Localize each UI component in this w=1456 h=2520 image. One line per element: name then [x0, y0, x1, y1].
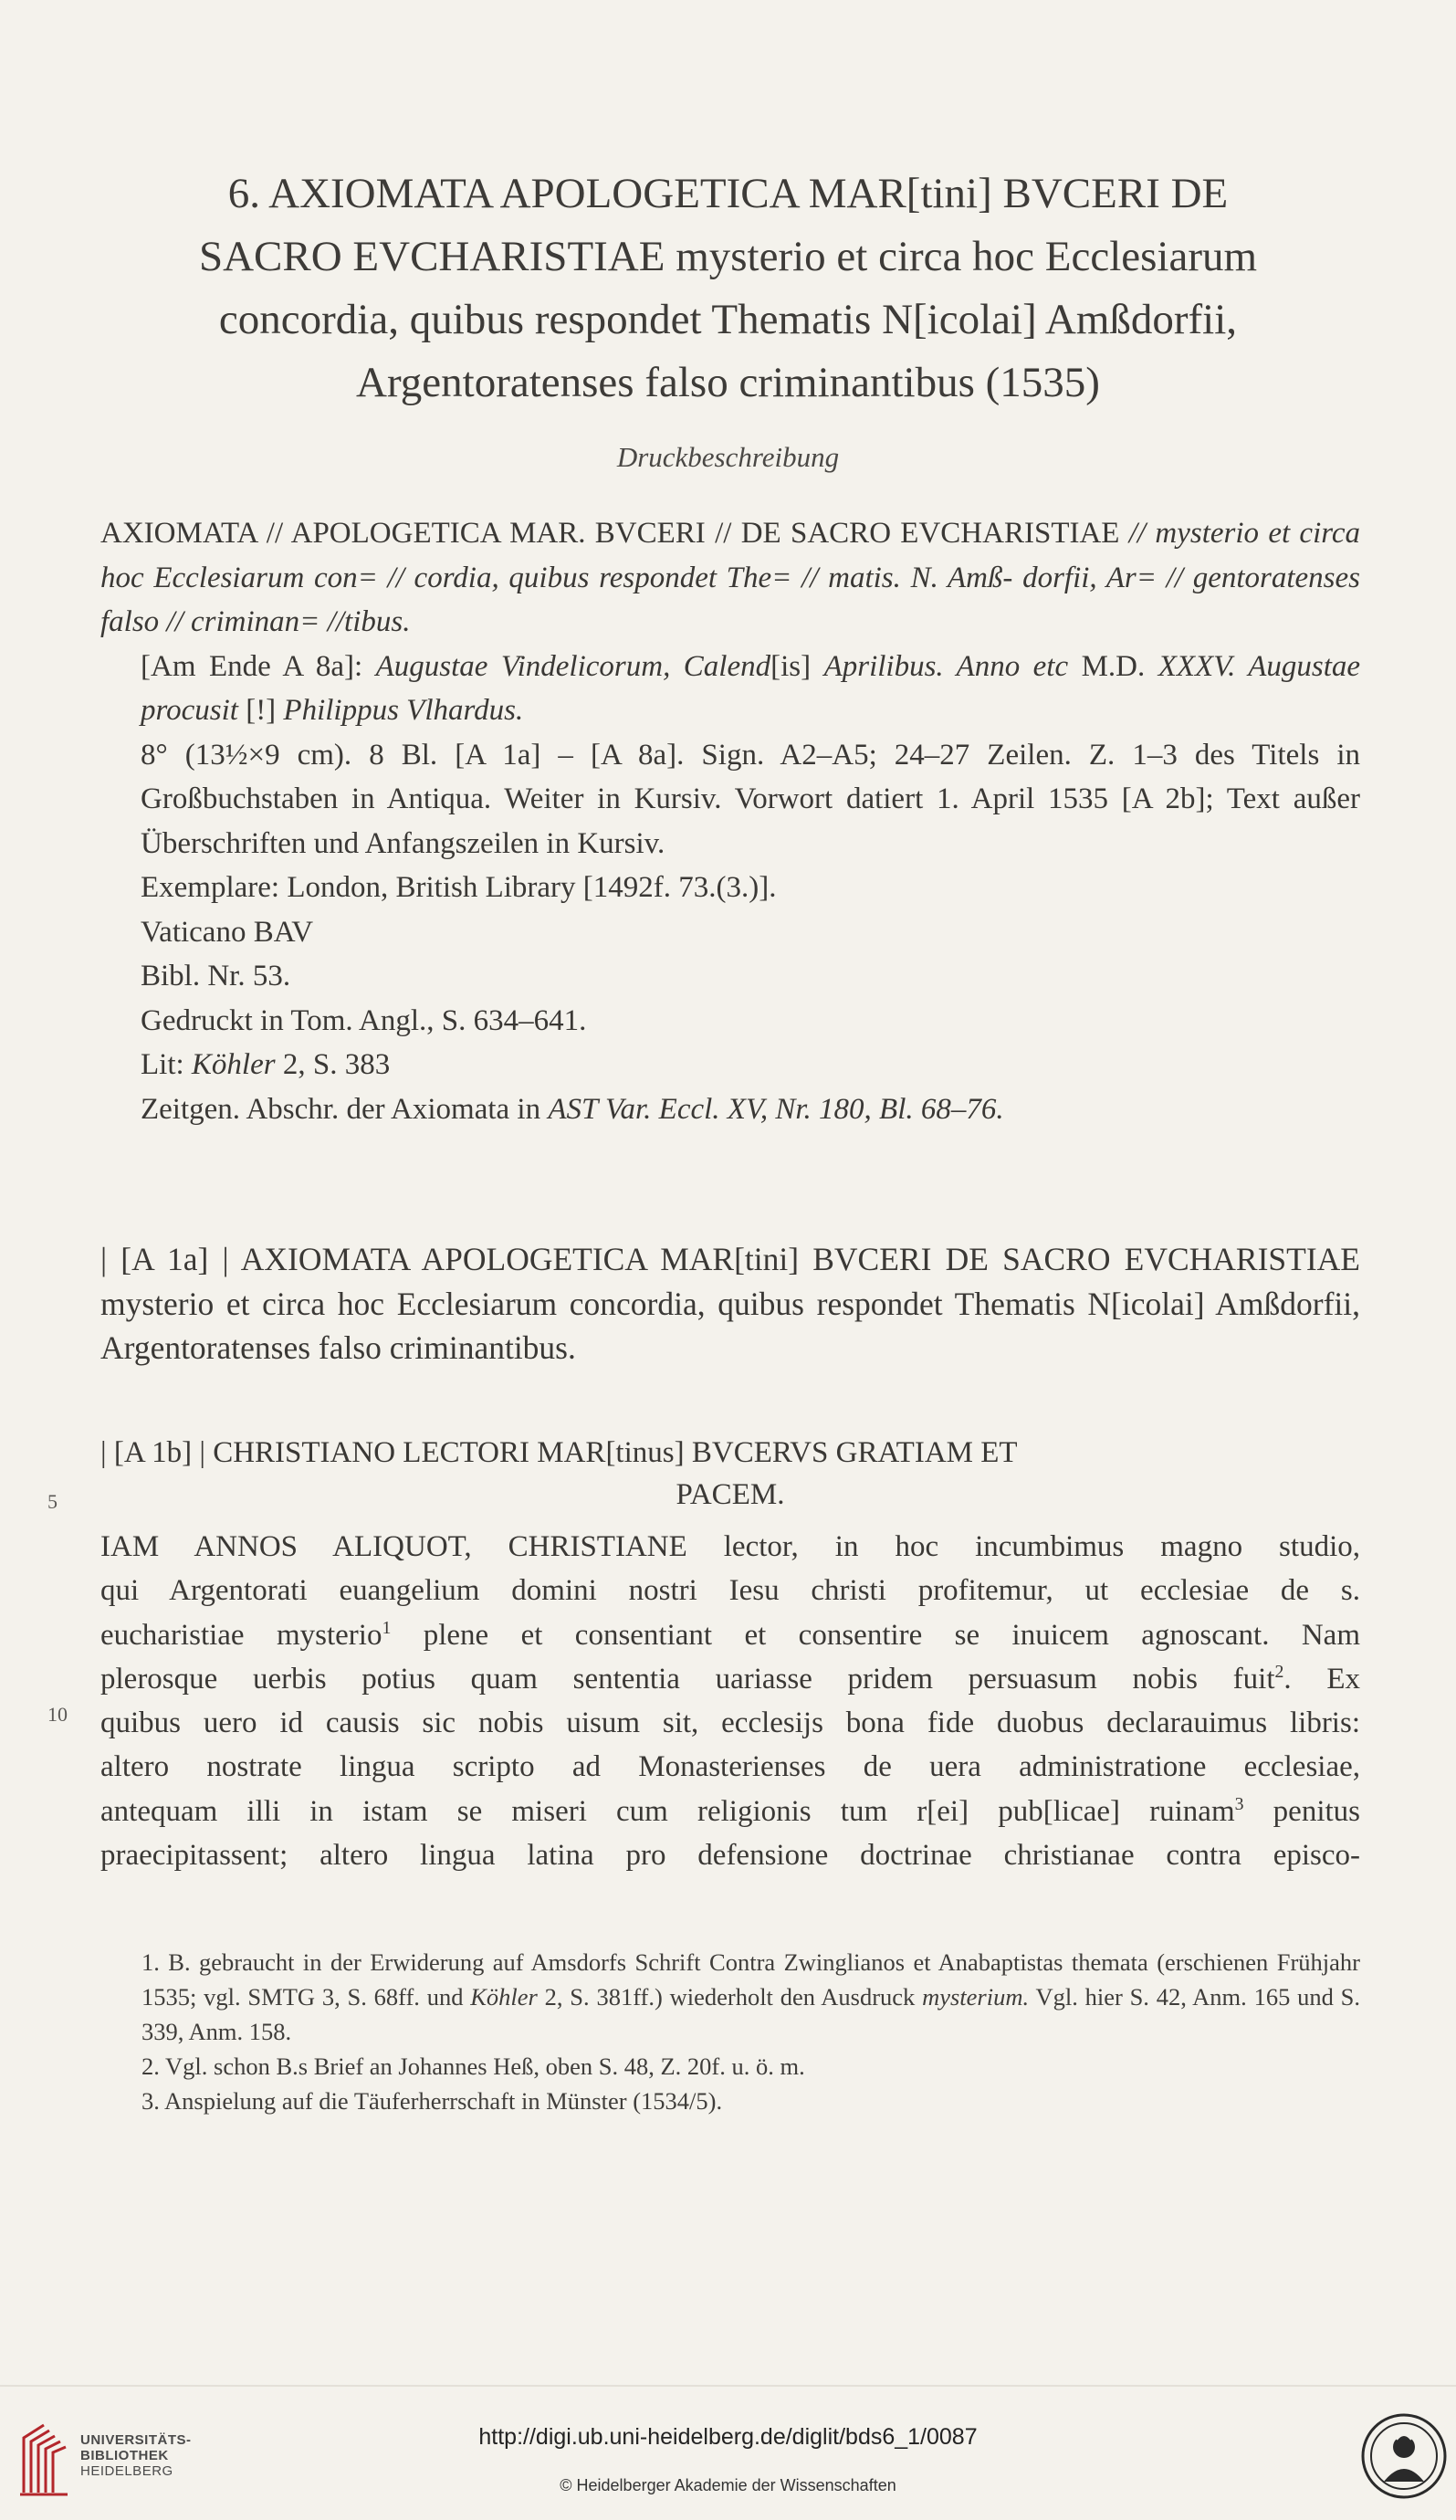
colophon-bracket: [is]	[770, 649, 812, 683]
body-line: IAM ANNOS ALIQUOT, CHRISTIANE lector, in hoc incumbimus magno studio,	[100, 1530, 1360, 1563]
text-main-title	[100, 1237, 1360, 1370]
body-fragment: plerosque uerbis potius quam sententia uariasse pridem persuasum nobis fuit	[100, 1662, 1275, 1696]
body-line: praecipitassent; altero lingua latina pro defensione doctrinae christianae contra episco-	[100, 1839, 1360, 1873]
copyright-notice: © Heidelberger Akademie der Wissenschaften	[560, 2476, 896, 2494]
body-fragment: eucharistiae mysterio	[100, 1618, 382, 1652]
description-lit	[100, 1043, 1360, 1087]
lit-label: Lit:	[141, 1048, 184, 1081]
colophon-year-b: XXXV. Augustae procusit	[141, 649, 1361, 727]
footnote-mark-2: 2	[1274, 1661, 1284, 1682]
description-bibl: Bibl. Nr. 53.	[141, 960, 291, 992]
body-fragment: antequam illi in istam se miseri cum religionis tum r[ei] pub[licae] ruinam	[100, 1794, 1235, 1828]
description-title-transcription	[100, 511, 1360, 645]
lit-ref: 2, S. 383	[282, 1048, 391, 1081]
transcription-italic: // mysterio et circa hoc Ecclesiarum con= // cordia, quibus respondet The= // matis. N. Amß- dorfii, Ar= // gentoratenses falso // criminan= //tibus.	[100, 517, 1361, 638]
footnote-3: 3. Anspielung auf die Täuferherrschaft in Münster (1534/5).	[141, 2087, 723, 2115]
footnote-mark-3: 3	[1234, 1793, 1244, 1814]
print-description	[100, 511, 1360, 1131]
body-line	[100, 1613, 1360, 1657]
letter-heading-line-1: | [A 1b] | CHRISTIANO LECTORI MAR[tinus] BVCERVS GRATIAM ET	[100, 1436, 1018, 1469]
footnote-2: 2. Vgl. schon B.s Brief an Johannes Heß, oben S. 48, Z. 20f. u. ö. m.	[141, 2053, 805, 2080]
description-vaticano: Vaticano BAV	[141, 915, 314, 949]
footnote-1-author: Köhler	[470, 1983, 538, 2011]
footnotes	[100, 1945, 1360, 2118]
main-title-text: | [A 1a] | AXIOMATA APOLOGETICA MAR[tini] BVCERI DE SACRO EVCHARISTIAE mysterio et circa hoc Ecclesiarum concordia, quibus respondet Thematis N[icolai] Amßdorfii, Argentoratenses falso criminantibus.	[100, 1241, 1360, 1366]
academy-seal-icon	[1360, 2412, 1448, 2500]
footnote-1-text-c: Vgl. hier S. 42, Anm. 165 und S. 339, Anm. 158.	[141, 1983, 1360, 2045]
colophon-sic: [!]	[246, 694, 277, 727]
document-title	[110, 163, 1346, 415]
lit-author: Köhler	[191, 1048, 276, 1081]
footnote-1-term: mysterium.	[922, 1983, 1030, 2011]
body-line: altero nostrate lingua scripto ad Monasterienses de uera administratione ecclesiae,	[100, 1750, 1360, 1784]
logo-line-2: BIBLIOTHEK	[80, 2448, 169, 2463]
colophon-place: Augustae Vindelicorum, Calend	[375, 649, 771, 683]
body-fragment: penitus	[1273, 1794, 1360, 1828]
logo-line-1: UNIVERSITÄTS-	[80, 2432, 192, 2448]
footer-divider	[0, 2385, 1456, 2387]
title-line-1: 6. AXIOMATA APOLOGETICA MAR[tini] BVCERI DE	[227, 170, 1229, 217]
section-subheading: Druckbeschreibung	[616, 441, 840, 473]
zeitgen-ref: AST Var. Eccl. XV, Nr. 180, Bl. 68–76.	[548, 1092, 1004, 1126]
title-line-4: Argentoratenses falso criminantibus (1535)	[356, 359, 1100, 406]
letter-heading	[100, 1432, 1360, 1516]
logo-line-3: HEIDELBERG	[80, 2463, 173, 2479]
permalink-url[interactable]: http://digi.ub.uni-heidelberg.de/diglit/bds6_1/0087	[478, 2424, 978, 2450]
body-fragment: . Ex	[1283, 1662, 1360, 1696]
line-number-5: 5	[47, 1490, 58, 1513]
body-line: quibus uero id causis sic nobis uisum sit, ecclesijs bona fide duobus declarauimus libris:	[100, 1706, 1360, 1740]
body-line: qui Argentorati euangelium domini nostri Iesu christi profitemur, ut ecclesiae de s.	[100, 1574, 1360, 1608]
letter-heading-line-2: PACEM.	[676, 1478, 785, 1511]
colophon-date: Aprilibus. Anno etc	[823, 649, 1069, 683]
colophon-location: [Am Ende A 8a]:	[141, 649, 363, 683]
description-gedruckt: Gedruckt in Tom. Angl., S. 634–641.	[141, 1003, 587, 1037]
footnote-1-text-a: 1. B. gebraucht in der Erwiderung auf Amsdorfs Schrift Contra Zwinglianos et Anabaptistas themata (erschienen Frühjahr 1535; vgl. SMTG 3, S. 68ff. und	[141, 1948, 1360, 2011]
title-line-2: SACRO EVCHARISTIAE mysterio et circa hoc Ecclesiarum	[198, 233, 1258, 280]
description-zeitgen	[100, 1087, 1360, 1132]
footnote-1	[100, 1945, 1360, 2049]
colophon-printer: Philippus Vlhardus.	[283, 694, 524, 727]
body-text	[100, 1525, 1360, 1877]
title-line-3: concordia, quibus respondet Thematis N[icolai] Amßdorfii,	[218, 296, 1238, 343]
description-exemplare: Exemplare: London, British Library [1492f. 73.(3.)].	[141, 871, 777, 904]
transcription-roman: AXIOMATA // APOLOGETICA MAR. BVCERI // DE SACRO EVCHARISTIAE	[100, 517, 1120, 550]
body-line	[100, 1790, 1360, 1833]
colophon-year-a: M.D.	[1081, 649, 1146, 683]
line-number-10: 10	[47, 1703, 68, 1726]
footnote-1-text-b: 2, S. 381ff.) wiederholt den Ausdruck	[544, 1983, 916, 2011]
description-colophon	[100, 645, 1360, 733]
footnote-mark-1: 1	[382, 1617, 392, 1638]
body-fragment: plene et consentiant et consentire se inuicem agnoscant. Nam	[423, 1618, 1360, 1652]
body-line	[100, 1657, 1360, 1701]
zeitgen-label: Zeitgen. Abschr. der Axiomata in	[141, 1092, 541, 1126]
description-format: 8° (13½×9 cm). 8 Bl. [A 1a] – [A 8a]. Sign. A2–A5; 24–27 Zeilen. Z. 1–3 des Titels in Großbuchstaben in Antiqua. Weiter in Kursiv. Vorwort datiert 1. April 1535 [A 2b]; Text außer Überschriften und Anfangszeilen in Kursiv.	[141, 738, 1360, 860]
